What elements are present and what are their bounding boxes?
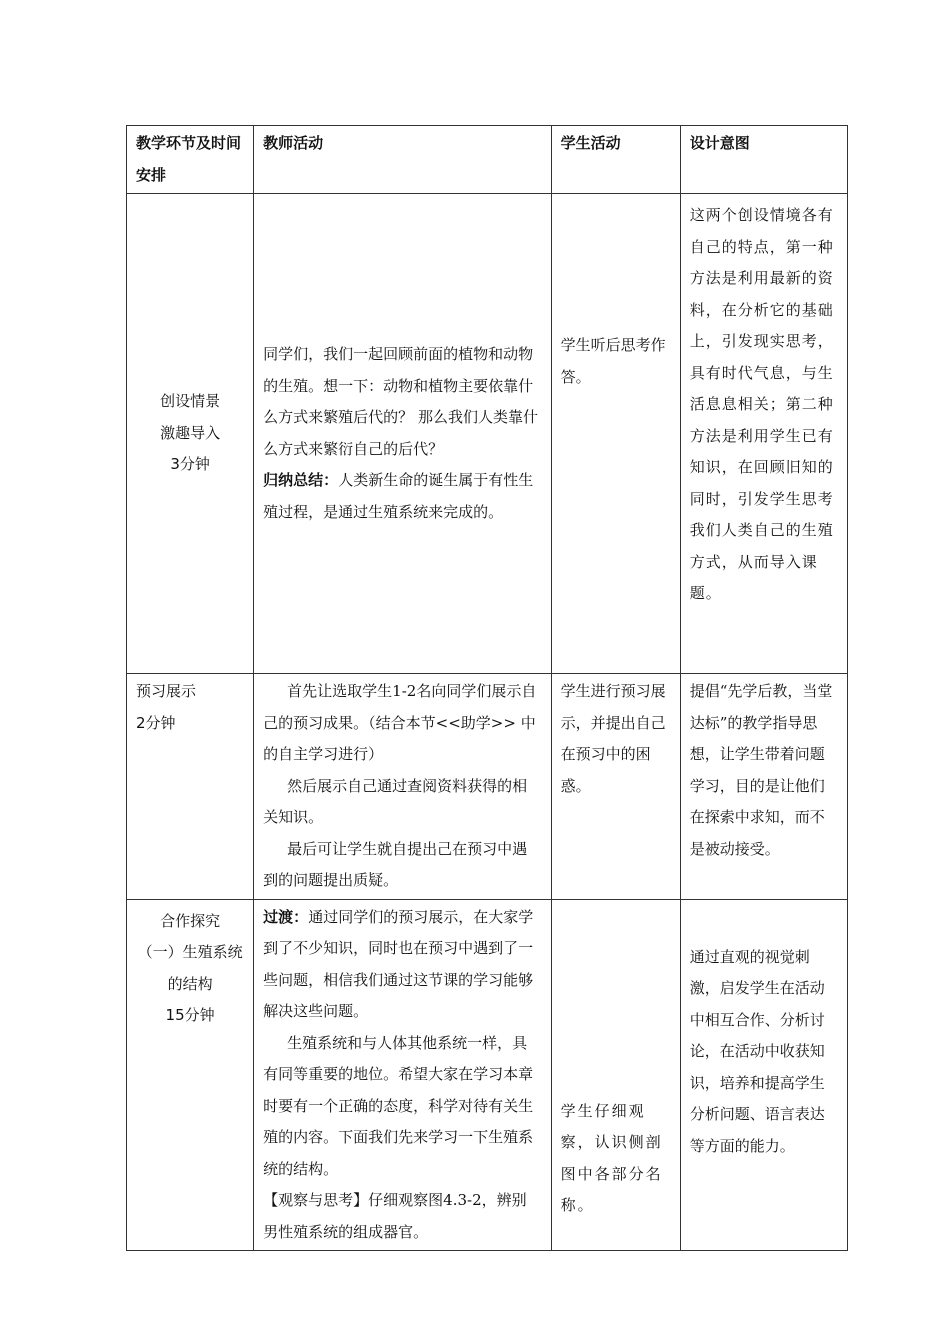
table-row (127, 899, 848, 1251)
stage-line: 预习展示 (136, 682, 197, 700)
student-cell (551, 899, 680, 1251)
teacher-transition (263, 902, 541, 1028)
summary-label: 归纳总结： (263, 471, 339, 489)
intent-cell (680, 674, 847, 900)
teacher-summary (263, 465, 541, 528)
header-intent: 设计意图 (680, 126, 847, 194)
design-intent: 这两个创设情境各有自己的特点，第一种方法是利用最新的资料，在分析它的基础上，引发现实思考，具有时代气息，与生活息息相关；第二种方法是利用学生已有知识，在回顾旧知的同时，引发学生思考我们人类自己的生殖方式，从而导入课题。 (689, 206, 834, 602)
lesson-plan-table (126, 125, 848, 1251)
student-activity: 学生仔细观察，认识侧剖图中各部分名称。 (560, 1101, 663, 1214)
teacher-paragraph: 然后展示自己通过查阅资料获得的相关知识。 (263, 776, 528, 826)
teacher-cell (254, 674, 551, 900)
summary-text: 人类新生命的诞生属于有性生殖过程，是通过生殖系统来完成的。 (263, 471, 534, 521)
teacher-paragraph: 生殖系统和与人体其他系统一样，具有同等重要的地位。希望大家在学习本章时要有一个正确的态度，科学对待有关生殖的内容。下面我们先来学习一下生殖系统的结构。 (263, 1033, 534, 1178)
student-cell (551, 674, 680, 900)
stage-line: 激趣导入 (160, 423, 221, 442)
stage-line: 15分钟 (165, 1006, 215, 1024)
transition-text: 通过同学们的预习展示，在大家学到了不少知识，同时也在预习中遇到了一些问题，相信我们通过这节课的学习能够解决这些问题。 (263, 907, 534, 1020)
stage-line: 2分钟 (136, 713, 176, 732)
stage-cell (127, 194, 254, 674)
header-student: 学生活动 (551, 126, 680, 194)
header-stage: 教学环节及时间安排 (127, 126, 254, 194)
header-teacher: 教师活动 (254, 126, 551, 194)
table-row (127, 674, 848, 900)
teacher-question: 同学们，我们一起回顾前面的植物和动物的生殖。想一下：动物和植物主要依靠什么方式来繁殖后代的？ 那么我们人类靠什么方式来繁衍自己的后代？ (263, 345, 538, 458)
stage-line: （一）生殖系统的结构 (137, 943, 243, 993)
intent-cell (680, 194, 847, 674)
student-cell (551, 194, 680, 674)
stage-line: 合作探究 (160, 911, 221, 930)
table-header-row (127, 126, 848, 194)
teacher-cell (254, 194, 551, 674)
transition-label: 过渡： (263, 907, 309, 926)
stage-line: 创设情景 (160, 392, 221, 411)
intent-cell (680, 899, 847, 1251)
stage-line: 3分钟 (170, 455, 210, 474)
table-row (127, 194, 848, 674)
teacher-cell (254, 899, 551, 1251)
student-activity: 学生进行预习展示，并提出自己在预习中的困惑。 (560, 682, 666, 795)
stage-cell (127, 674, 254, 900)
student-activity: 学生听后思考作答。 (560, 336, 666, 386)
teacher-paragraph: 最后可让学生就自提出己在预习中遇到的问题提出质疑。 (263, 839, 528, 889)
teacher-observe: 【观察与思考】仔细观察图4.3-2，辨别男性殖系统的组成器官。 (263, 1191, 527, 1241)
design-intent: 通过直观的视觉刺激，启发学生在活动中相互合作、分析讨论，在活动中收获知识，培养和提高学生分析问题、语言表达等方面的能力。 (689, 947, 825, 1155)
stage-cell (127, 899, 254, 1251)
teacher-paragraph: 首先让选取学生1-2名向同学们展示自己的预习成果。（结合本节<<助学>> 中的自主学习进行） (263, 682, 537, 763)
design-intent: 提倡“先学后教，当堂达标”的教学指导思想，让学生带着问题学习，目的是让他们在探索中求知，而不是被动接受。 (689, 682, 833, 858)
